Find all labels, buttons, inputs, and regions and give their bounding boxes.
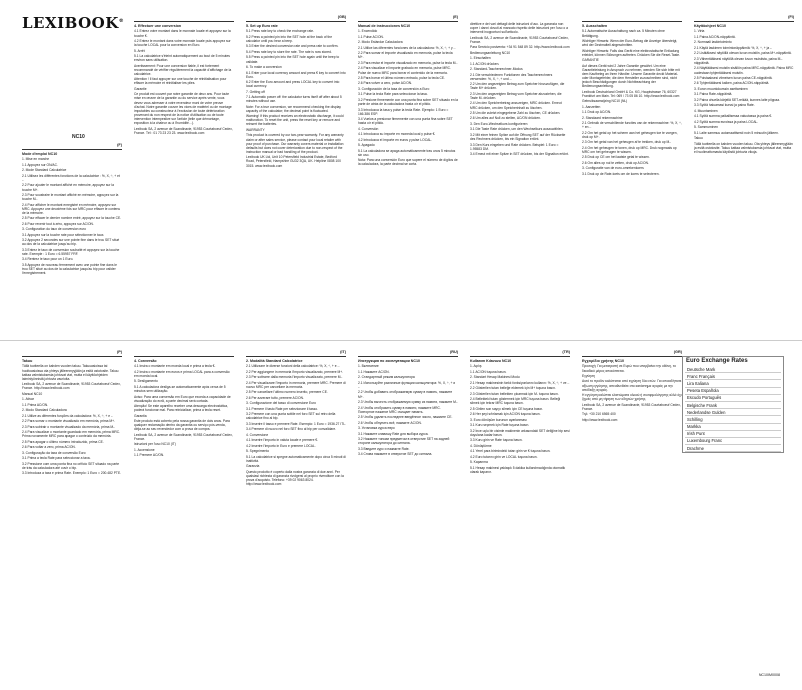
paragraph: 2.5 Para apagar o último número introduzido, prima CE. [22, 439, 104, 444]
paragraph: Warning! If this product receives an electrostatic discharge, it could malfunction. To reset the unit, press the reset key or remove and reinsert the batteries. [246, 114, 344, 127]
paragraph: 1.1 AC/ON tuşuna basın. [470, 369, 507, 374]
paragraph: 3.3 Den Kurs eingeben und Rate drücken. Beispiel: 1 Euro = 1.95583 DM. [470, 142, 559, 151]
exchange-table-row [685, 409, 781, 416]
paragraph: 5. Apagado [358, 143, 375, 148]
paragraph: 2.4 Чтобы отобразить сумму в памяти, нажмите MRC. Повторное нажатие MRC очищает память. [358, 405, 441, 414]
paragraph: Lexibook SA, 2 avenue de Scandinavie, 91953 Courtaboeuf Cedex, France. [582, 402, 681, 411]
paragraph: 3.2 Premere con una punta sottile nel foro SET sul retro della calcolatrice fino al bip. [246, 412, 336, 421]
paragraph: Este produto está coberto pela nossa garantia de dois anos. Para qualquer reclamação dentro da garantia ou serviço pós-venda, dirija-se ao seu revendedor com a prova de compra. [134, 419, 230, 432]
exchange-table-row [685, 438, 781, 445]
paragraph: Ce produit est couvert par notre garantie de deux ans. Pour toute mise en œuvre de la garantie ou du service après vente, vous devez vous adresser à votre revendeur muni de votre preuve d'achat. Notre garantie couvre les vices de matériel ou de montage imputables au constructeur à l'exclusion de toute détérioration provenant du non respect de la notice d'utilisation ou de toute intervention intempestive sur l'article (telle que démontage, exposition à la chaleur ou à l'humidité…). [134, 92, 232, 126]
paragraph: Lexibook SA, 2 avenue de Scandinavie, 91953 Courtaboeuf Cedex, France. [470, 35, 569, 44]
paragraph: Manual NC10 [22, 391, 43, 396]
paragraph: 2.1 Käytä laskimen toimintonäppäimiä: %, X, ÷, + ja -. [694, 45, 773, 50]
paragraph: 3. Den Euro-Wechselkurs konfigurieren [470, 121, 528, 126]
paragraph: 6.1 Enter your local currency amount and press € key to convert into Euro. [246, 70, 346, 79]
paragraph: 2.3 Vähentääksesi näytöllä olevan luvun muistista, paina M--näppäintä. [694, 56, 783, 65]
text-column [582, 357, 682, 683]
paragraph: 2.6 Para voltar a zero, prima AC/ON. [22, 445, 76, 450]
paragraph: 5. Spegnimento [246, 449, 270, 454]
section-title: 2. Modalità Standard Calcolatrice [246, 359, 303, 363]
paragraph: Lexibook SA, 2 avenue de Scandinavie, 91953 Courtaboeuf Cedex, France. [134, 432, 233, 441]
paragraph: 7. Getting off [246, 89, 265, 94]
paragraph: 2.2 Чтобы добавить отображаемую сумму в память, нажмите M+. [358, 390, 453, 399]
paragraph: 2.5 Druk op CE om het laatste getal te wissen. [582, 155, 650, 160]
paragraph: 1.1 Prima AC/ON. [22, 402, 49, 407]
section-title: Εγχειρίδιο χρήσης NC10 [582, 359, 624, 363]
paragraph: Nota: Para una conversión Euro que supere el número de dígitos de la calculadora, la parte decimal se corta. [358, 158, 458, 167]
paragraph: 5.3 Enter the desired conversion rate and press rate to confirm. [246, 44, 339, 49]
paragraph: WARRANTY [246, 127, 265, 132]
currency-name: Schilling [687, 416, 703, 422]
exchange-table-title: Euro Exchange Rates [686, 358, 748, 364]
paragraph: 4.2 Entrez le montant dans votre monnaie locale puis appuyez sur la touche LOCAL pour la conversion en Euro. [134, 38, 231, 48]
text-column [358, 22, 458, 332]
paragraph: 3.3 Введите курс и нажмите Rate. [358, 446, 410, 451]
paragraph: 2.2 Um den angezeigten Betrag zum Speicher hinzuzufügen, die Taste M+ drücken. [470, 82, 565, 91]
paragraph: 4.2 Syötä summa euroissa ja paina LOCAL. [694, 119, 759, 124]
paragraph: Tällä tuotteella on kahden vuoden takuu. Ota yhteys jälleenmyyjään ja esitä ostotosite. Takuu kattaa valmistuksesta johtuvat viat, mutta ei huolimattomasta käytöstä johtuvia vikoja. [694, 141, 793, 154]
text-column [134, 22, 234, 332]
paragraph: 2. Standart Hesap Makinesi Modu [470, 375, 520, 380]
paragraph: Τηλ: +30 210 6565 400 [582, 412, 616, 417]
paragraph: 4.1 Yerel para birimindeki tutarı girin ve € tuşuna basın. [470, 449, 551, 454]
section-title: Mode d'emploi NC10 [22, 152, 58, 156]
paragraph: Attention ! Il faut appuyer sur une touche de réinitialisation pour effacer la mémoire et réinitialiser les piles. [134, 77, 227, 86]
paragraph: 2.1 Используйте различные функции калькулятора: %, X, ÷, + и -. [358, 380, 456, 389]
paragraph: 3. Configuración de la tasa de conversión a Euro [358, 86, 430, 91]
paragraph: 2.2 Para sumar el importe visualizado en memoria, pulse la tecla M+. [358, 51, 453, 60]
paragraph: Lexibook SA, 2 avenue de Scandinavie, 91953 Courtaboeuf Cedex, France. Tél : 01 73 23 23 23. www.lexibook.com [134, 126, 233, 135]
paragraph: 2.4 Om het geheugen te tonen, druk op MRC. Druk nogmaals op MRC om het geheugen te wissen. [582, 145, 677, 154]
paragraph: 3.2 Paina ohuella kärjellä SET-reikää, kunnes laite piippaa. [694, 97, 780, 102]
paragraph: Lexibook Deutschland GmbH & Co. KG, Hauptstrasse 76, 60327 Frankfurt am Main. Tel: 069 / 73 05 86 10. http://www.lexibook.com [582, 89, 680, 98]
paragraph: direttive e dei vari dettagli delle istruzioni d'uso. La garanzia non copre i danni dovuti al mancato rispetto delle istruzioni per l'uso o a interventi inopportuni sull'articolo. [470, 22, 568, 35]
exchange-table-row [685, 373, 781, 380]
currency-name: Lira Italiana [687, 380, 709, 386]
fold-line [0, 340, 802, 341]
text-column [470, 357, 570, 683]
paragraph: 5. Desligamento [134, 379, 158, 384]
paragraph: 2. Стандартный режим калькулятора [358, 375, 415, 380]
paragraph: 4.2 Euro tutarını girin ve LOCAL tuşuna basın. [470, 454, 538, 459]
paragraph: GARANTIE [582, 58, 599, 63]
paragraph: 2.3 Per sottrarre dalla memoria l'importo visualizzato, premere M-. [246, 375, 343, 380]
paragraph: 2.5 Um die zuletzt eingegebene Zahl zu löschen, CE drücken. [470, 110, 561, 115]
paragraph: 3.2 Mit einer feinen Spitze auf die Öffnung SET auf der Rückseite des Rechners drücken, bis ein Signalton ertönt. [470, 132, 566, 142]
paragraph: 1.1 Pulse AC/ON. [358, 34, 384, 39]
paragraph: 2.1 Utilisez les différentes fonctions de la calculatrice : %, X, ÷, + et -. [22, 173, 120, 182]
paragraph: 2.5 Para borrar el último número entrado, pulse la tecla CE. [358, 75, 446, 80]
paragraph: 5.1 La calcolatrice si spegne automaticamente dopo circa 5 minuti di inattività. [246, 454, 346, 463]
paragraph: 1. Virta [694, 29, 705, 34]
paragraph: 4.2 Inserire l'importo in Euro e premere LOCAL. [246, 443, 316, 448]
paragraph: 2.6 Om alles op nul te zetten, druk op AC/ON. [582, 160, 649, 165]
paragraph: 2.2 Per aggiungere in memoria l'importo visualizzato, premere M+. [246, 369, 344, 374]
paragraph: Προσοχή: Για μετατροπή σε Ευρώ που υπερβαίνει την οθόνη, το δεκαδικό μέρος αποκόπτεται. [582, 364, 676, 373]
paragraph: 2.4 Per visualizzare l'importo in memoria, premere MRC. Premere di nuovo MRC per cancellare la memoria. [246, 380, 346, 389]
paragraph: 1. Mise en marche [22, 157, 50, 162]
paragraph: 2.5 Per cancellare l'ultimo numero inserito, premere CE. [246, 390, 328, 395]
paragraph: 3.3 Kuru girin ve Rate tuşuna basın. [470, 438, 523, 443]
paragraph: 3.3 Introduza a taxa e prima Rate. Exemplo: 1 Euro = 200.482 PTE. [22, 471, 122, 476]
paragraph: 2.6 Per azzerare tutto, premere AC/ON. [246, 395, 304, 400]
paragraph: 2.3 Um den angezeigten Betrag vom Speicher abzuziehen, die Taste M- drücken. [470, 91, 562, 100]
paragraph: 2.6 Para volver a cero, pulse AC/ON. [358, 81, 413, 86]
paragraph: http://www.lexibook.com [582, 417, 618, 422]
paragraph: 2. Modo Estándar Calculadora [358, 40, 403, 45]
paragraph: 3.1 Kuru seçmek için Rate tuşuna basın. [470, 423, 530, 428]
model-label: NC10 [72, 134, 85, 140]
exchange-table-row [685, 445, 781, 452]
paragraph: 2.5 Чтобы удалить последнее введённое число, нажмите CE. [358, 415, 453, 420]
paragraph: Atenção! Se este aparelho receber uma descarga electrostática, poderá funcionar mal. Para reinicializar, prima a tecla reset. [134, 404, 229, 413]
paragraph: 2.4 Bellekteki tutarı göstermek için MRC tuşuna basın. Belleği silmek için tekrar MRC tuşuna basın. [470, 397, 561, 406]
text-column [134, 357, 234, 683]
language-code: (FI) [788, 15, 794, 19]
paragraph: 3.4 Rentrez le taux pour un 1 Euro. [22, 257, 74, 262]
paragraph: 3.1 Druk op de Rate-toets om de koers te selecteren. [582, 171, 660, 176]
paragraph: 1.1 Нажмите AC/ON. [358, 369, 390, 374]
paragraph: 2.5 Poistaaksesi viimeisen luvun paina CE-näppäintä. [694, 75, 773, 80]
paragraph: 3.1 Нажмите клавишу Rate для выбора курса. [358, 431, 429, 436]
exchange-table-row [685, 402, 781, 409]
paragraph: 2.4 Para visualizar o montante guardado em memória, prima MRC. Prima novamente MRC para apagar o conteúdo da memória. [22, 430, 121, 439]
currency-name: Drachme [687, 445, 704, 451]
paragraph: 2.4 Näyttääksesi muistin sisällön paina MRC-näppäintä. Paina MRC uudestaan tyhjentääksesi muistin. [694, 66, 794, 75]
text-column [246, 22, 346, 332]
paragraph: 3. Configuration du taux de conversion euro [22, 227, 86, 232]
currency-name: Belgische Frank [687, 402, 718, 408]
text-column [582, 22, 682, 332]
paragraph: 5.1 Laite sammuu automaattisesti noin 5 minuutin jälkeen. [694, 130, 779, 135]
paragraph: 2. Mode Standard Calculatrice [22, 168, 67, 173]
paragraph: 1. Açılış [470, 364, 482, 369]
paragraph: 3.1 Paina Rate-näppäintä. [694, 92, 733, 97]
section-title: 4. Effectuer une conversion [134, 24, 182, 28]
paragraph: 2.6 Um alles auf Null zu stellen, AC/ON drücken. [470, 116, 541, 121]
paragraph: 4. Muuntaminen [694, 108, 718, 113]
paragraph: 3. Configuratie van de euro-omrekenkoers [582, 166, 644, 171]
paragraph: Tällä tuotteella on kahden vuoden takuu. Takuuasioissa tai huoltoasioissa ota yhteys jälleenmyyjään ja esitä ostotosite. Takuu kattaa valmistuksesta johtuvat viat, mutta ei käyttöohjeiden laiminlyönnistä johtuvia vaurioita. [22, 364, 119, 381]
currency-name: Irish Punt [687, 431, 705, 437]
paragraph: 3.4 Снова нажмите в отверстие SET до сигнала. [358, 452, 433, 457]
paragraph: 1. Включение [358, 364, 379, 369]
paragraph: Gebruiksaanwijzing NC10 (NL) [582, 99, 628, 104]
paragraph: 4.1 Introduzca su importe en moneda local y pulse €. [358, 132, 436, 137]
section-title: 5. Ausschalten [582, 24, 608, 28]
paragraph: Note: For a true conversion, we recommend checking the display capacity of the calculator; the decimal point is fluctuated. [246, 104, 341, 113]
paragraph: Garantie [134, 86, 147, 91]
paragraph: 2. Standard-Taschenrechner-Modus [470, 67, 523, 72]
paragraph: Lexibook UK Ltd, Unit 10 Petersfield Industrial Estate, Bedford Road, Petersfield, Hampshire GU32 3QA, UK. Helpline 0808 100 3015. www.lexibook.com [246, 155, 341, 168]
exchange-table-row [685, 366, 781, 373]
paragraph: Garantia [134, 413, 147, 418]
language-code: (GR) [673, 350, 682, 354]
paragraph: Para Servicio postventa: +34 91 548 89 32. http://www.lexibook.com [470, 45, 570, 50]
paragraph: 2.2 Para somar o montante visualizado em memória, prima M+. [22, 419, 115, 424]
paragraph: Αυτό το προϊόν καλύπτεται από εγγύηση δύο ετών. Για οποιαδήποτε αξίωση εγγύησης, απευθυνθείτε στο κατάστημα αγοράς με την απόδειξη αγοράς. [582, 379, 682, 392]
paragraph: 2.5 Pour effacer le dernier nombre entré, appuyez sur la touche CE. [22, 216, 122, 221]
paragraph: 2.1 Utilice las diferentes funciones de la calculadora: %, X, ÷, + y -. [358, 45, 456, 50]
currency-name: Nederlandse Gulden [687, 409, 726, 415]
paragraph: 2. Normaali laskintoiminto [694, 40, 732, 45]
paragraph: 5.1 La calculadora se apaga automáticamente tras unos 5 minutos sin uso. [358, 148, 456, 157]
section-title: Kullanım Kılavuzu NC10 [470, 359, 512, 363]
paragraph: 2.3 Om het getal van het geheugen af te trekken, druk op M-. [582, 140, 672, 145]
paragraph: 1.1 Appuyez sur ON/AC. [22, 162, 58, 167]
paragraph: 3. Configuração da taxa de conversão Euro [22, 450, 86, 455]
language-code: (IT) [340, 350, 346, 354]
paragraph: 2. Modo Standard Calculadora [22, 408, 67, 413]
paragraph: 2. Standaard rekenmachine [582, 115, 623, 120]
language-code: (F) [117, 143, 122, 147]
currency-name: Franc Français [687, 373, 715, 379]
paragraph: 4.1 Syötä summa paikallisessa valuutassa ja paina €. [694, 114, 773, 119]
section-title: Инструкция по эксплуатации NC10 [358, 359, 420, 363]
text-column [470, 22, 570, 332]
paragraph: 1.1 Paina AC/ON-näppäintä. [694, 34, 736, 39]
paragraph: 1.1 Premere AC/ON. [134, 453, 165, 458]
paragraph: Aviso: Para uma conversão em Euro que exceda a capacidade de visualização do ecrã, a parte decimal será cortada. [134, 394, 231, 403]
paragraph: 3.1 Premere il tasto Rate per selezionare il tasso. [246, 406, 319, 411]
text-column [694, 22, 794, 332]
paragraph: 3.4 Erneut mit einer Spitze in SET drücken, bis der Signalton ertönt. [470, 152, 569, 157]
paragraph: Istruzioni per l'uso NC10 (IT) [134, 442, 176, 447]
paragraph: 2.6 Чтобы обнулить всё, нажмите AC/ON. [358, 420, 422, 425]
top-panel [0, 0, 802, 338]
paragraph: 2.4 Um den Speicherbetrag anzuzeigen, MRC drücken. Erneut MRC drücken, um den Speicherinhalt zu löschen. [470, 101, 562, 110]
paragraph: 2.3 Para restar el importe visualizado en memoria, pulse la tecla M-. [358, 60, 458, 65]
paragraph: Auf dieses Gerät wird 2 Jahre Garantie gewährt. Um eine Garantieleistung in Anspruch zu nehmen, wenden Sie sich bitte mit dem Kaufbeleg an Ihren Händler. Unsere Garantie deckt Material- oder Montagefehler, die dem Hersteller zuzuschreiben sind, nicht jedoch Beschädigungen durch Nichtbeachtung der Bedienungsanleitung. [582, 63, 680, 89]
text-column [22, 150, 122, 332]
paragraph: 1.1 Druk op AC/ON. [582, 110, 612, 115]
paragraph: Bedienungsanleitung NC10 [470, 50, 511, 55]
paragraph: 1. Aanzetten [582, 104, 601, 109]
paragraph: Questo prodotto è coperto dalla nostra garanzia di due anni. Per qualsiasi richiesta di garanzia rivolgersi al proprio rivenditore con la prova d'acquisto. Telefono: +39 02 9063 8024. http://www.lexibook.com [246, 469, 344, 487]
paragraph: 5. Sammuminen [694, 125, 719, 130]
text-column [246, 357, 346, 683]
document-code: NC10IM0008 [758, 673, 780, 677]
paragraph: 1. Accensione [134, 447, 155, 452]
paragraph: 3.4 Premere di nuovo nel foro SET fino al bip per convalidare. [246, 427, 337, 432]
paragraph: 5.1 Automatische Ausschaltung nach ca. 5 Minuten ohne Betätigung. [582, 29, 665, 38]
paragraph: 5.1 Press rate key to check the exchange rate. [246, 29, 314, 34]
paragraph: Takuu [694, 136, 703, 141]
paragraph: 3.2 Appuyez 2 secondes sur une pointe fine dans le trou SET situé au dos de la calculatrice jusqu'au bip. [22, 238, 120, 247]
paragraph: 3.1 Prima a tecla Rate para seleccionar a taxa. [22, 456, 91, 461]
exchange-table-row [685, 395, 781, 402]
paragraph: 3.4 Vuelva a presionar firmemente con una punta fina sobre SET hasta oír el pitido. [358, 117, 453, 126]
paragraph: 2.3 Gösterilen tutarı bellekten çıkarmak için M- tuşuna basın. [470, 391, 559, 396]
section-title: 5. Set up Euro rate [246, 24, 278, 28]
paragraph: 1.1 AC/ON drücken. [470, 61, 500, 66]
paragraph: 2.3 Para subtrair o montante visualizado da memória, prima M-. [22, 424, 116, 429]
section-title: 4. Conversão [134, 359, 157, 363]
paragraph: 2.6 Pour revenir tout à zéro, appuyez sur AC/ON. [22, 221, 94, 226]
paragraph: 2.6 Her şeyi sıfırlamak için AC/ON tuşuna basın. [470, 412, 541, 417]
language-code: (P) [116, 350, 122, 354]
paragraph: Avertissement: Pour une conversion fiable, il est fortement recommandé de vérifier régulièrement la capacité d'affichage de la calculatrice. [134, 63, 232, 76]
paragraph: 5.4 Press rate key to store the rate. The rate is now stored. [246, 49, 332, 54]
paragraph: 3. Euro dönüşüm kurunun ayarlanması [470, 417, 527, 422]
paragraph: 4.2 Insira o montante em euros e prima LOCAL para a conversão em moeda local. [134, 369, 230, 378]
paragraph: 1. Encendido [358, 29, 378, 34]
paragraph: 1. Einschalten [470, 56, 491, 61]
text-column [22, 357, 122, 683]
paragraph: 2.2 Pour ajouter le montant affiché en mémoire, appuyez sur la touche M+. [22, 183, 114, 192]
paragraph: 7.1 Automatic power off: the calculator turns itself off after about 5 minutes without use. [246, 95, 342, 104]
paragraph: 2.1 Die verschiedenen Funktionen des Taschenrechners verwenden: %, X, ÷, + und -. [470, 72, 553, 81]
language-code: (E) [452, 15, 458, 19]
paragraph: 3.3 Syötä haluamasi kurssi ja paina Rate. [694, 103, 755, 108]
exchange-table-row [685, 388, 781, 395]
paragraph: 2.1 Gebruik de verschillende functies van de rekenmachine: %, X, ÷, + en -. [582, 121, 682, 130]
paragraph: 2.2 Gösterilen tutarı belleğe eklemek için M+ tuşuna basın. [470, 386, 556, 391]
paragraph: 6. To make a conversion [246, 65, 282, 70]
text-column [358, 357, 458, 683]
paragraph: 2.1 Hesap makinesinin farklı fonksiyonlarını kullanın: %, X, ÷, + ve -. [470, 380, 570, 385]
brand-logo: LEXIBOOK® [22, 14, 125, 32]
language-code: (GB) [337, 15, 346, 19]
paragraph: 3.3 Entrez le taux de conversion souhaité et appuyez sur la touche rate. Exemple : 1 Euro = 6.55957 FRF. [22, 247, 120, 256]
language-code: (RU) [449, 350, 458, 354]
paragraph: 3. Euron muuntokurssin asettaminen [694, 86, 748, 91]
paragraph: 3.2 Presione firmemente con una punta fina sobre SET situado en la parte de atrás de la calculadora hasta oír el pitido. [358, 97, 458, 107]
exchange-rate-table [682, 356, 784, 453]
paragraph: 4. Conversione [246, 432, 269, 437]
paragraph: 3.1 Appuyez sur la touche rate pour sélectionner le taux. [22, 232, 105, 237]
exchange-table-row [685, 424, 781, 431]
paragraph: Lexibook SA, 2 avenue de Scandinavie, 91953 Courtaboeuf Cedex, France. http://www.lexibook.com [22, 382, 121, 391]
paragraph: 4.2 Introduzca el importe en euros y pulse LOCAL. [358, 137, 433, 142]
brand-logo-text: LEXIBOOK [22, 14, 119, 32]
paragraph: Wichtiger Hinweis: Falls das Gerät eine elektrostatische Entladung erleidet, können Störungen auftreten. Drücken Sie die Reset-Taste. [582, 48, 681, 57]
exchange-table-row [685, 416, 781, 423]
section-title: Takuu [22, 359, 33, 363]
paragraph: 3.1 Die Taste Rate drücken, um den Wechselkurs auszuwählen. [470, 127, 564, 132]
section-title: Käyttöohjeet NC10 [694, 24, 726, 28]
paragraph: 3.2 Pressione com uma ponta fina no orifício SET situado na parte de trás da calculadora até ouvir o bip. [22, 461, 120, 470]
paragraph: 3.2 Нажмите тонким предметом в отверстие SET на задней стороне калькулятора до сигнала. [358, 437, 450, 446]
currency-name: Luxembourg Franc [687, 438, 723, 444]
paragraph: 2.3 Pour soustraire le montant affiché en mémoire, appuyez sur la touche M-. [22, 193, 119, 202]
exchange-table-row [685, 431, 781, 438]
paragraph: Wichtiger Hinweis: Wenn der Euro-Betrag die Anzeige übersteigt, wird der Dezimalteil abgeschnitten. [582, 38, 678, 48]
paragraph: 3.5 Appuyez de nouveau fermement avec une pointe fine dans le trou SET situé au dos de la calculatrice jusqu'au bip pour valider l'enregistrement. [22, 262, 117, 276]
section-title: Manual de instrucciones NC10 [358, 24, 411, 28]
paragraph: 4.1 Insira o montante em moeda local e prima a tecla €. [134, 364, 216, 369]
paragraph: 4.1 Inserire l'importo in valuta locale e premere €. [246, 438, 319, 443]
paragraph: 5. Arrêt [134, 48, 145, 53]
currency-name: Peseta Española [687, 388, 719, 394]
paragraph: Garanzia [246, 464, 260, 469]
paragraph: Εγγύηση [582, 373, 596, 378]
paragraph: 5.1 La calculatrice s'éteint automatiquement au bout de 5 minutes environ sans utilisation. [134, 54, 230, 63]
paragraph: 6.2 Enter the Euro amount and press LOCAL key to convert into local currency. [246, 80, 340, 89]
paragraph: 5. Kapanma [470, 460, 488, 465]
paragraph: 2.6 Tyhjentääksesi kaiken, paina AC/ON-näppäintä. [694, 81, 770, 86]
currency-name: Escudo Português [687, 395, 722, 401]
paragraph: 5.5 Press a pointed pin into the SET hole again until the beep to validate. [246, 55, 340, 64]
paragraph: 3.3 Inserire il tasso e premere Rate. Esempio: 1 Euro = 1936.27 ITL. [246, 421, 346, 426]
paragraph: 2.2 Om het getal op het scherm aan het geheugen toe te voegen, druk op M+. [582, 130, 678, 139]
paragraph: 2.2 Lisätäksesi näytöllä olevan luvun muistiin, paina M+-näppäintä. [694, 51, 792, 56]
paragraph: 2.3 Чтобы вычесть отображаемую сумму из памяти, нажмите M-. [358, 400, 458, 405]
paragraph: 1. Ativar [22, 397, 34, 402]
paragraph: 2.5 Girilen son sayıyı silmek için CE tuşuna basın. [470, 406, 544, 411]
exchange-table-row [685, 380, 781, 387]
paragraph: 3.1 Pulse la tecla Rate para seleccionar la tasa. [358, 92, 428, 97]
paragraph: 2.1 Utilizzare le diverse funzioni della calcolatrice: %, X, ÷, + e -. [246, 364, 340, 369]
paragraph: 2.4 Para visualizar el importe grabado en memoria, pulse MRC. Pulse de nuevo MRC para borrar el contenido de la memoria. [358, 66, 451, 75]
paragraph: 4. Conversión [358, 126, 379, 131]
currency-name: Deutsche Mark [687, 366, 716, 372]
paragraph: 3. Установка курса евро [358, 426, 395, 431]
paragraph: 3. Configurazione del tasso di conversione Euro [246, 401, 317, 406]
paragraph: 4. Dönüştürme [470, 443, 492, 448]
paragraph: 4.1 Entrez votre montant dans le monnaie locale et appuyez sur la touche €. [134, 29, 231, 38]
paragraph: 5.1 Hesap makinesi yaklaşık 5 dakika kullanılmadığında otomatik olarak kapanır. [470, 465, 566, 474]
paragraph: 3.3 Introduzca la tasa y pulse la tecla Rate. Ejemplo: 1 Euro = 166.386 ESP. [358, 107, 449, 116]
paragraph: 2.1 Utilize as diferentes funções da calculadora: %, X, ÷, + e -. [22, 413, 113, 418]
language-code: (TR) [562, 350, 570, 354]
paragraph: 5.1 A calculadora desliga-se automaticamente após cerca de 5 minutos sem utilização. [134, 384, 226, 394]
paragraph: 5.2 Press a pointed pin into the SET hole at the back of the calculator until you hear a beep. [246, 34, 333, 43]
currency-name: Markka [687, 424, 701, 430]
paragraph: 3.2 İnce uçlu bir cisimle makinenin arkasındaki SET deliğine bip sesi duyulana kadar basın. [470, 428, 570, 437]
paragraph: 2.4 Pour afficher le montant enregistré en mémoire, appuyez sur MRC. Appuyez une deuxième fois sur MRC pour effacer le contenu de la mémoire. [22, 202, 121, 215]
paragraph: This product is covered by our two-year warranty. For any warranty claim or after sales service, please contact your local retailer with your proof of purchase. Our warranty covers material or installation defaults but does not cover deterioration due to non-respect of the instruction manual or bad handling of the product. [246, 133, 344, 154]
paragraph: Η εγγύηση καλύπτει ελαττώματα υλικού ή συναρμολόγησης αλλά όχι ζημιές από μη τήρηση των οδηγιών χρήσης. [582, 393, 682, 402]
